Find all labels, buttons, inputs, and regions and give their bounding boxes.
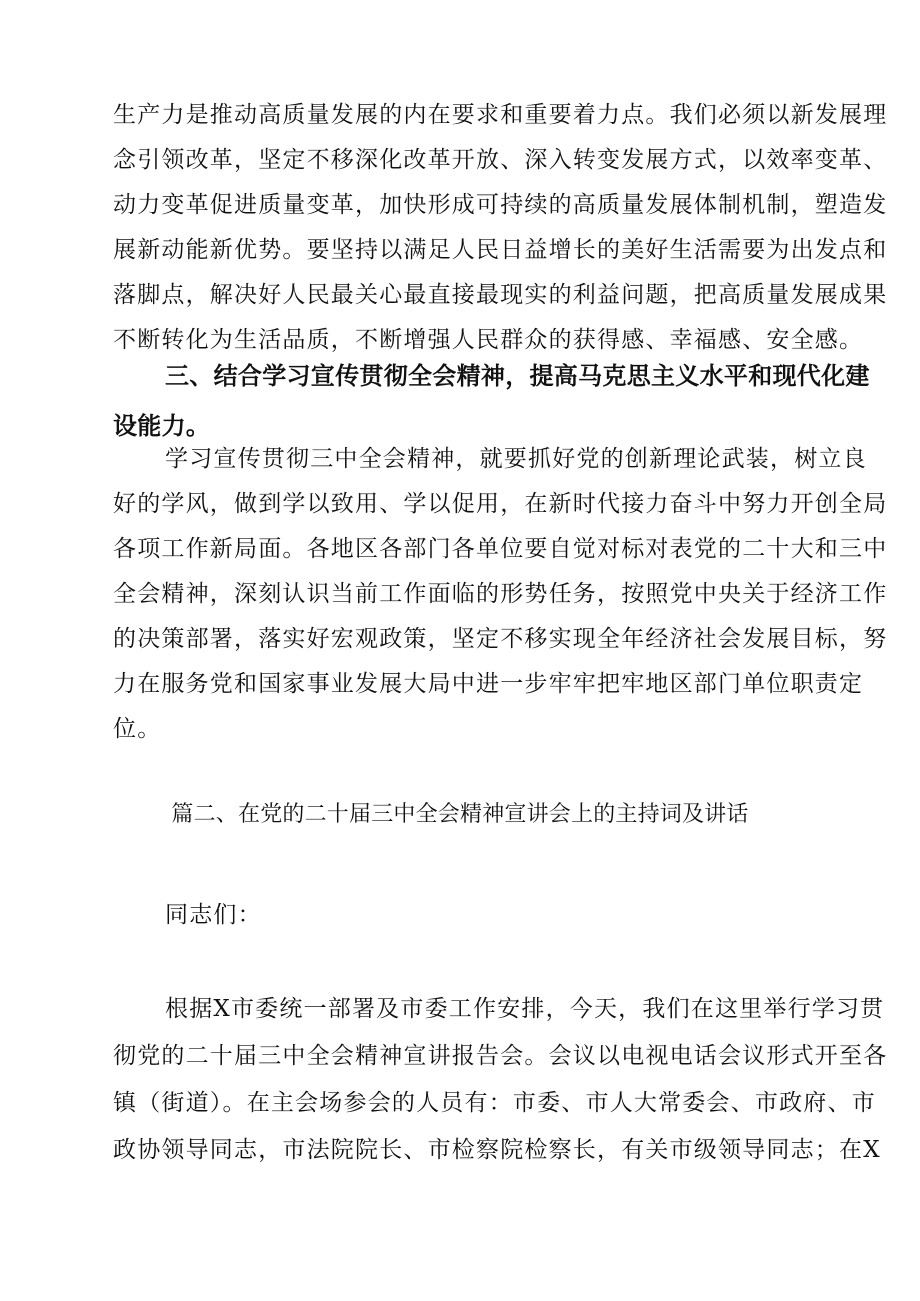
article-title: 篇二、在党的二十届三中全会精神宣讲会上的主持词及讲话 — [171, 802, 749, 827]
paragraph-line: 落脚点，解决好人民最关心最直接最现实的利益问题，把高质量发展成果 — [113, 282, 888, 308]
paragraph-line: 念引领改革，坚定不移深化改革开放、深入转变发展方式，以效率变革、 — [113, 147, 888, 173]
salutation: 同志们： — [165, 902, 262, 928]
heading-line: 三、结合学习宣传贯彻全会精神，提高马克思主义水平和现代化建 — [165, 362, 870, 390]
paragraph-line: 好的学风，做到学以致用、学以促用，在新时代接力奋斗中努力开创全局 — [113, 491, 888, 517]
paragraph-study-spirit — [113, 437, 888, 752]
paragraph-line: 展新动能新优势。要坚持以满足人民日益增长的美好生活需要为出发点和 — [113, 237, 888, 263]
paragraph-line: 政协领导同志，市法院院长、市检察院检察长，有关市级领导同志；在X — [113, 1137, 881, 1163]
paragraph-line: 各项工作新局面。各地区各部门各单位要自觉对标对表党的二十大和三中 — [113, 536, 888, 562]
heading-line: 设能力。 — [113, 412, 211, 440]
paragraph-meeting-intro — [113, 986, 888, 1174]
paragraph-line: 不断转化为生活品质，不断增强人民群众的获得感、幸福感、安全感。 — [113, 327, 864, 353]
paragraph-line: 动力变革促进质量变革，加快形成可持续的高质量发展体制机制，塑造发 — [113, 192, 888, 218]
paragraph-line: 根据X市委统一部署及市委工作安排，今天，我们在这里举行学习贯 — [165, 996, 885, 1022]
paragraph-line: 的决策部署，落实好宏观政策，坚定不移实现全年经济社会发展目标，努 — [113, 626, 888, 652]
section-heading-three — [113, 351, 870, 451]
paragraph-line: 生产力是推动高质量发展的内在要求和重要着力点。我们必须以新发展理 — [113, 102, 888, 128]
paragraph-line: 镇（街道）。在主会场参会的人员有：市委、市人大常委会、市政府、市 — [113, 1090, 876, 1116]
paragraph-line: 学习宣传贯彻三中全会精神，就要抓好党的创新理论武装，树立良 — [165, 446, 867, 472]
paragraph-line: 力在服务党和国家事业发展大局中进一步牢牢把牢地区部门单位职责定 — [113, 671, 864, 697]
paragraph-line: 位。 — [113, 716, 162, 742]
paragraph-line: 彻党的二十届三中全会精神宣讲报告会。会议以电视电话会议形式开至各 — [113, 1043, 888, 1069]
paragraph-productivity — [113, 93, 888, 363]
paragraph-line: 全会精神，深刻认识当前工作面临的形势任务，按照党中央关于经济工作 — [113, 581, 888, 607]
